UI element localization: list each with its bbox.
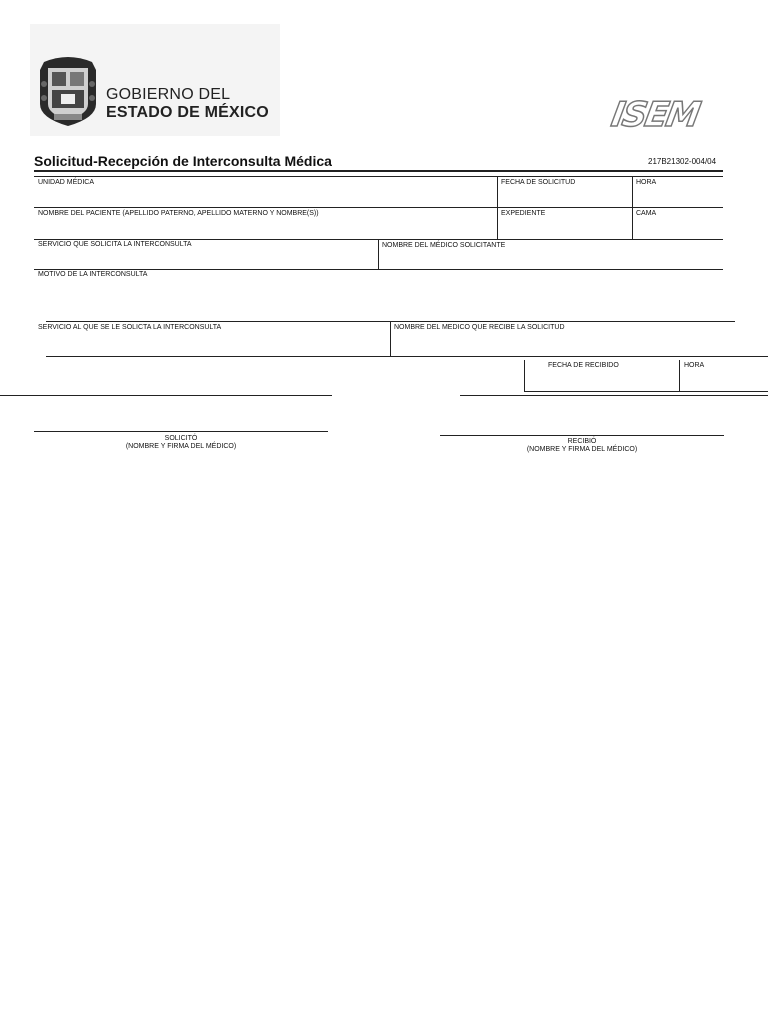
label-servicio-se-solicita: SERVICIO AL QUE SE LE SOLICTA LA INTERCONSULTA — [38, 324, 222, 331]
recibido-bottom — [524, 391, 768, 392]
label-cama: CAMA — [636, 210, 657, 217]
row1-top — [34, 176, 723, 177]
coat-of-arms-icon — [34, 54, 102, 128]
divider-hora — [632, 176, 633, 239]
signature-left — [34, 435, 328, 451]
divider-medico — [378, 239, 379, 269]
signature-right — [440, 438, 724, 454]
label-medico-solicitante: NOMBRE DEL MÉDICO SOLICITANTE — [382, 242, 506, 249]
recibido-mid — [679, 360, 680, 391]
government-name — [106, 86, 269, 122]
line-right-upper — [460, 395, 768, 396]
form-code: 217B21302-004/04 — [648, 157, 717, 166]
label-nombre-paciente: NOMBRE DEL PACIENTE (APELLIDO PATERNO, APELLIDO MATERNO Y NOMBRE(S)) — [38, 210, 319, 217]
signature-line-right — [440, 435, 724, 436]
title-rule — [34, 170, 723, 172]
signature-right-sub: (NOMBRE Y FIRMA DEL MÉDICO) — [526, 446, 638, 453]
gov-line-1: GOBIERNO DEL — [106, 86, 231, 103]
form-title: Solicitud-Recepción de Interconsulta Médica — [34, 153, 332, 169]
gov-line-2: ESTADO DE MÉXICO — [106, 104, 269, 121]
row4-top — [34, 269, 723, 270]
recibido-left — [524, 360, 525, 391]
signature-right-title: RECIBIÓ — [567, 438, 597, 445]
label-unidad-medica: UNIDAD MÉDICA — [38, 179, 95, 186]
label-expediente: EXPEDIENTE — [501, 210, 546, 217]
label-hora-recibido: HORA — [684, 362, 705, 369]
label-fecha-recibido: FECHA DE RECIBIDO — [548, 362, 619, 369]
row2-top — [34, 207, 723, 208]
signature-left-title: SOLICITÓ — [164, 435, 198, 442]
divider-medico-recibe — [390, 321, 391, 356]
signature-left-sub: (NOMBRE Y FIRMA DEL MÉDICO) — [125, 443, 237, 450]
isem-logo: ISEM — [608, 95, 702, 135]
row5-bottom — [46, 356, 768, 357]
line-left-upper — [0, 395, 332, 396]
label-servicio-solicita: SERVICIO QUE SOLICITA LA INTERCONSULTA — [38, 241, 192, 248]
divider-fecha — [497, 176, 498, 239]
label-hora-solicitud: HORA — [636, 179, 657, 186]
label-medico-recibe: NOMBRE DEL MEDICO QUE RECIBE LA SOLICITUD — [394, 324, 565, 331]
label-fecha-solicitud: FECHA DE SOLICITUD — [501, 179, 576, 186]
label-motivo: MOTIVO DE LA INTERCONSULTA — [38, 271, 148, 278]
signature-line-left — [34, 431, 328, 432]
